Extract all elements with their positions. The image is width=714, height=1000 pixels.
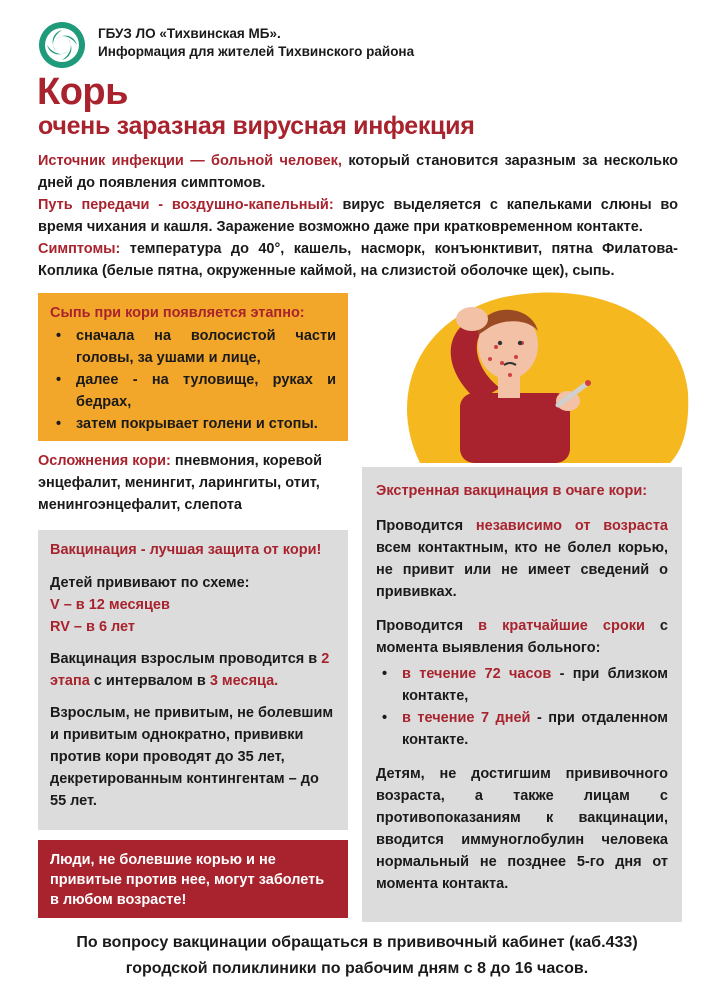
emergency-paragraph-1 — [376, 515, 668, 603]
transmission-route — [38, 194, 678, 238]
hospital-logo-icon — [38, 21, 86, 69]
infection-source-text: который становится заразным за несколько дней до появления симптомов. — [38, 153, 679, 191]
rash-list — [50, 325, 336, 435]
symptoms-label: Симптомы: — [38, 241, 121, 257]
bullet-icon: • — [56, 328, 62, 344]
p1-prefix: Проводится — [376, 518, 476, 534]
rash-heading: Сыпь при кори появляется этапно: — [50, 305, 305, 321]
p2-highlight: в кратчайшие сроки — [478, 618, 645, 634]
term-highlight: в течение 7 дней — [402, 710, 531, 726]
footer-line-1: По вопросу вакцинации обращаться в прививочный кабинет (каб.433) — [76, 934, 638, 951]
emergency-vaccination-box — [362, 467, 682, 922]
emergency-paragraph-2 — [376, 615, 668, 659]
rash-stages-box — [38, 293, 348, 441]
footer-line-2: городской поликлиники по рабочим дням с 8 до 16 часов. — [125, 960, 589, 977]
organization-subtitle: Информация для жителей Тихвинского района — [98, 44, 415, 59]
page-subtitle: очень заразная вирусная инфекция — [38, 112, 475, 140]
emergency-heading: Экстренная вакцинация в очаге кори: — [376, 483, 648, 499]
p2-prefix: Проводится — [376, 618, 479, 634]
infection-source — [38, 150, 678, 194]
organization-name: ГБУЗ ЛО «Тихвинская МБ». — [98, 26, 281, 41]
organization-header — [98, 25, 414, 61]
complications-label: Осложнения кори: — [38, 453, 171, 469]
adults-mid: с интервалом в — [89, 673, 210, 689]
transmission-label: Путь передачи - воздушно-капельный: — [38, 197, 334, 213]
adults-text: Взрослым, не привитым, не болевшим и привитым однократно, прививки против кори проводят до 35 лет, декретированным контингентам – до 55 лет. — [50, 705, 334, 809]
complications-section — [38, 450, 338, 516]
emergency-paragraph-3: Детям, не достигшим прививочного возраста, а также лицам с противопоказаниям к вакцинации, вводится иммуноглобулин человека нормальный не позднее 5-го дня от момента контакта. — [376, 766, 668, 892]
vaccination-heading: Вакцинация - лучшая защита от кори! — [50, 542, 322, 558]
rash-item-text: затем покрывает голени и стопы. — [76, 416, 318, 432]
adult-vaccination — [50, 648, 336, 692]
adults-interval: 3 месяца. — [209, 673, 279, 689]
adults-stages: 2 этапа — [50, 651, 330, 689]
bullet-icon: • — [56, 416, 62, 432]
scheme-intro: Детей прививают по схеме: — [50, 575, 250, 591]
adults-prefix: Вакцинация взрослым проводится в — [50, 651, 322, 667]
bullet-icon: • — [382, 666, 388, 682]
symptoms — [38, 238, 678, 282]
list-item — [56, 413, 336, 435]
rash-item-text: далее - на туловище, руках и бедрах, — [76, 372, 336, 410]
p1-highlight: независимо от возраста — [475, 518, 668, 534]
term-highlight: в течение 72 часов — [402, 666, 552, 682]
transmission-text: вирус выделяется с капельками слюны во время чихания и кашля. Заражение возможно даже при кратковременном контакте. — [38, 197, 678, 235]
intro-section — [38, 150, 678, 282]
p1-text: всем контактным, кто не болел корью, не привит или не имеет сведений о прививках. — [376, 540, 668, 600]
scheme-rv: RV – в 6 лет — [50, 619, 136, 635]
vaccination-box — [38, 530, 348, 830]
bullet-icon: • — [56, 372, 62, 388]
list-item — [382, 707, 668, 751]
list-item — [382, 663, 668, 707]
p2-text: с момента выявления больного: — [376, 618, 668, 656]
page-title: Корь — [37, 71, 128, 113]
term-text: - при близком контакте, — [402, 666, 668, 704]
bullet-icon: • — [382, 710, 388, 726]
symptoms-text: температура до 40°, кашель, насморк, конъюнктивит, пятна Филатова-Коплика (белые пятна, окруженные каймой, на слизистой оболочке щек), сыпь. — [38, 241, 678, 279]
complications-text: пневмония, коревой энцефалит, менингит, ларингиты, отит, менингоэнцефалит, слепота — [38, 453, 323, 513]
sick-child-illustration — [390, 283, 690, 463]
emergency-terms-list — [376, 663, 668, 751]
rash-item-text: сначала на волосистой части головы, за ушами и лице, — [76, 328, 336, 366]
vaccination-scheme — [50, 572, 336, 638]
risk-warning-box: Люди, не болевшие корью и не привитые против нее, могут заболеть в любом возрасте! — [38, 840, 348, 918]
footer-contact — [0, 930, 714, 982]
term-text: - при отдаленном контакте. — [402, 710, 668, 748]
scheme-v: V – в 12 месяцев — [50, 597, 170, 613]
infection-source-label: Источник инфекции — больной человек, — [38, 153, 342, 169]
list-item — [56, 325, 336, 369]
list-item — [56, 369, 336, 413]
